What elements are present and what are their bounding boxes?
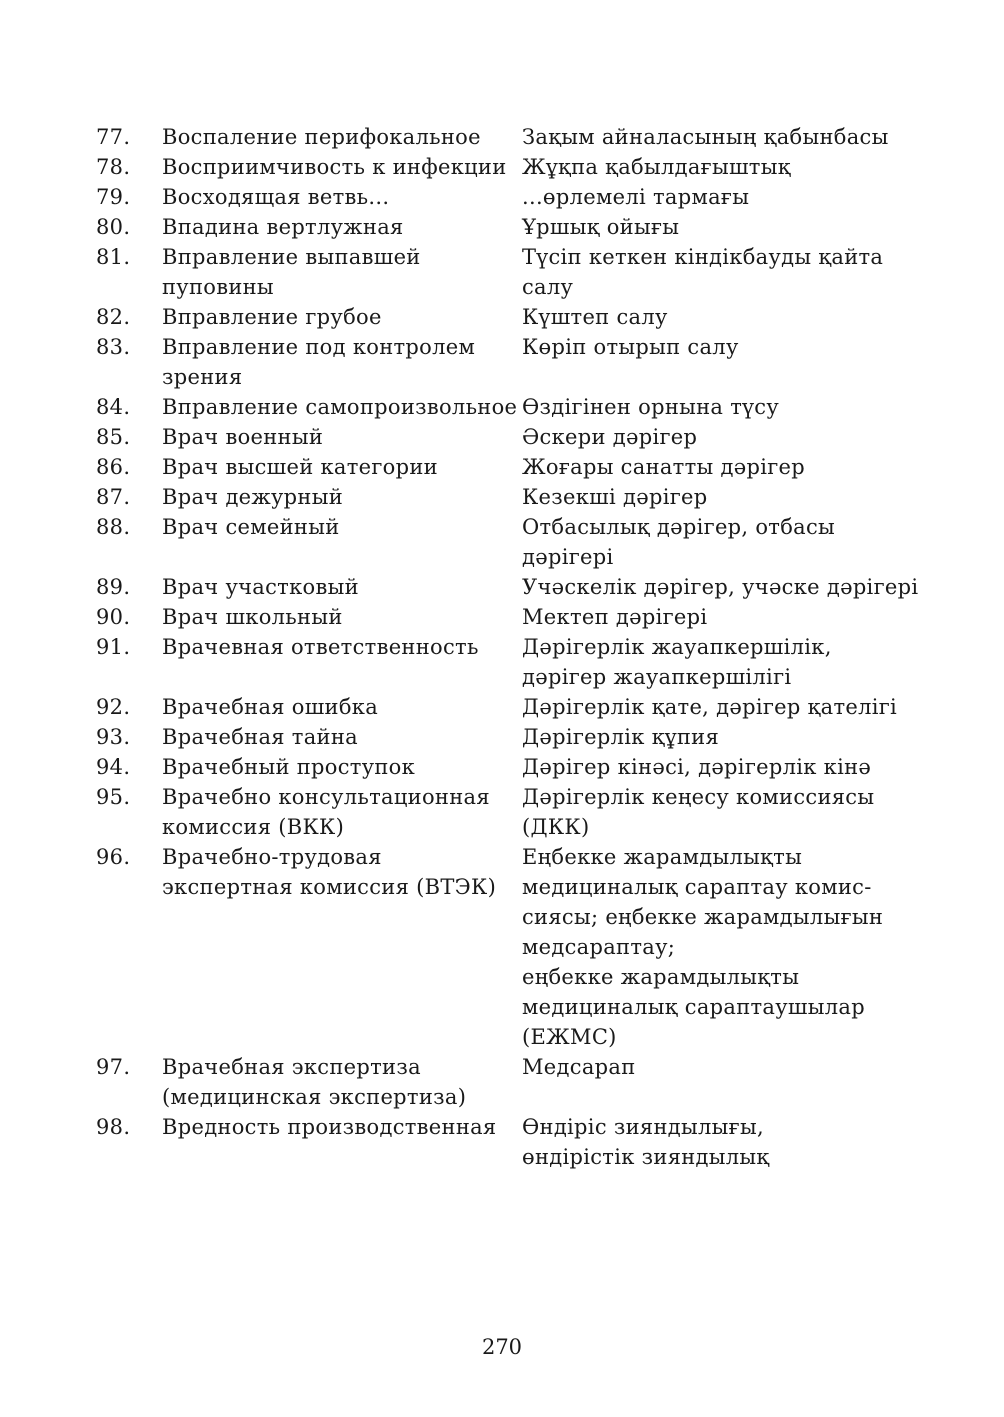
kazakh-term: Түсіп кеткен кіндікбауды қайта салу [522,245,884,299]
kazakh-term: ...өрлемелі тармағы [522,185,750,209]
russian-term: Врач военный [162,425,324,449]
entry-number: 82. [96,305,131,329]
russian-term: Вправление грубое [162,305,382,329]
entry-number: 87. [96,485,131,509]
entry-number: 93. [96,725,131,749]
entry-number: 96. [96,845,131,869]
glossary-entry [96,752,926,782]
kazakh-term: Зақым айналасының қабынбасы [522,125,889,149]
glossary-entry [96,722,926,752]
entry-number: 86. [96,455,131,479]
entry-number: 77. [96,125,131,149]
entry-number: 80. [96,215,131,239]
kazakh-term: Медсарап [522,1055,636,1079]
entry-number: 85. [96,425,131,449]
russian-term: Врач дежурный [162,485,344,509]
russian-term: Вправление выпавшей пуповины [162,245,421,299]
russian-term: Восприимчивость к инфекции [162,155,507,179]
glossary-entry [96,122,926,152]
russian-term: Врачебный проступок [162,755,416,779]
kazakh-term: Еңбекке жарамдылықты медициналық сараптау комис- сиясы; еңбекке жарамдылығын медсараптау; еңбекке жарамдылықты медициналық сараптаушылар (ЕЖМС) [522,845,884,1049]
glossary-table [96,122,926,1172]
glossary-entry [96,452,926,482]
kazakh-term: Дәрігерлік жауапкершілік, дәрігер жауапкершілігі [522,635,832,689]
russian-term: Врачебная ошибка [162,695,379,719]
kazakh-term: Кезекші дәрігер [522,485,708,509]
russian-term: Врачебно-трудовая экспертная комиссия (ВТЭК) [162,845,497,899]
entry-number: 97. [96,1055,131,1079]
entry-number: 90. [96,605,131,629]
entry-number: 84. [96,395,131,419]
russian-term: Врачебная экспертиза (медицинская экспертиза) [162,1055,467,1109]
glossary-entry [96,1112,926,1172]
russian-term: Врачебная тайна [162,725,358,749]
entry-number: 95. [96,785,131,809]
russian-term: Воспаление перифокальное [162,125,481,149]
russian-term: Врач школьный [162,605,343,629]
glossary-entry [96,782,926,842]
kazakh-term: Мектеп дәрігері [522,605,708,629]
entry-number: 81. [96,245,131,269]
kazakh-term: Отбасылық дәрігер, отбасы дәрігері [522,515,836,569]
glossary-entry [96,332,926,392]
glossary-entry [96,212,926,242]
kazakh-term: Әскери дәрігер [522,425,698,449]
russian-term: Восходящая ветвь... [162,185,390,209]
glossary-entry [96,302,926,332]
entry-number: 98. [96,1115,131,1139]
kazakh-term: Дәрігерлік қате, дәрігер қателігі [522,695,898,719]
russian-term: Вправление под контролем зрения [162,335,476,389]
glossary-entry [96,512,926,572]
kazakh-term: Көріп отырып салу [522,335,739,359]
page-number: 270 [481,1335,523,1359]
glossary-entry [96,392,926,422]
entry-number: 79. [96,185,131,209]
entry-number: 83. [96,335,131,359]
russian-term: Вправление самопроизвольное [162,395,518,419]
glossary-entry [96,182,926,212]
russian-term: Врачевная ответственность [162,635,479,659]
kazakh-term: Дәрігер кінәсі, дәрігерлік кінә [522,755,872,779]
russian-term: Врач семейный [162,515,340,539]
glossary-entry [96,602,926,632]
glossary-entry [96,152,926,182]
entry-number: 88. [96,515,131,539]
kazakh-term: Учәскелік дәрігер, учәске дәрігері [522,575,919,599]
glossary-entry [96,572,926,602]
kazakh-term: Өндіріс зияндылығы, өндірістік зияндылық [522,1115,770,1169]
entry-number: 89. [96,575,131,599]
entry-number: 91. [96,635,131,659]
glossary-entry [96,242,926,302]
glossary-entry [96,842,926,1052]
kazakh-term: Дәрігерлік кеңесу комиссиясы (ДКК) [522,785,875,839]
russian-term: Вредность производственная [162,1115,497,1139]
russian-term: Врач участковый [162,575,359,599]
russian-term: Впадина вертлужная [162,215,404,239]
glossary-entry [96,482,926,512]
entry-number: 78. [96,155,131,179]
glossary-entry [96,1052,926,1112]
kazakh-term: Ұршық ойығы [522,215,680,239]
kazakh-term: Жоғары санатты дәрігер [522,455,805,479]
entry-number: 94. [96,755,131,779]
kazakh-term: Жұқпа қабылдағыштық [522,155,791,179]
kazakh-term: Күштеп салу [522,305,668,329]
entry-number: 92. [96,695,131,719]
glossary-entry [96,632,926,692]
glossary-entry [96,692,926,722]
russian-term: Врач высшей категории [162,455,438,479]
glossary-entry [96,422,926,452]
kazakh-term: Өздігінен орнына түсу [522,395,780,419]
russian-term: Врачебно консультационная комиссия (ВКК) [162,785,490,839]
kazakh-term: Дәрігерлік құпия [522,725,720,749]
